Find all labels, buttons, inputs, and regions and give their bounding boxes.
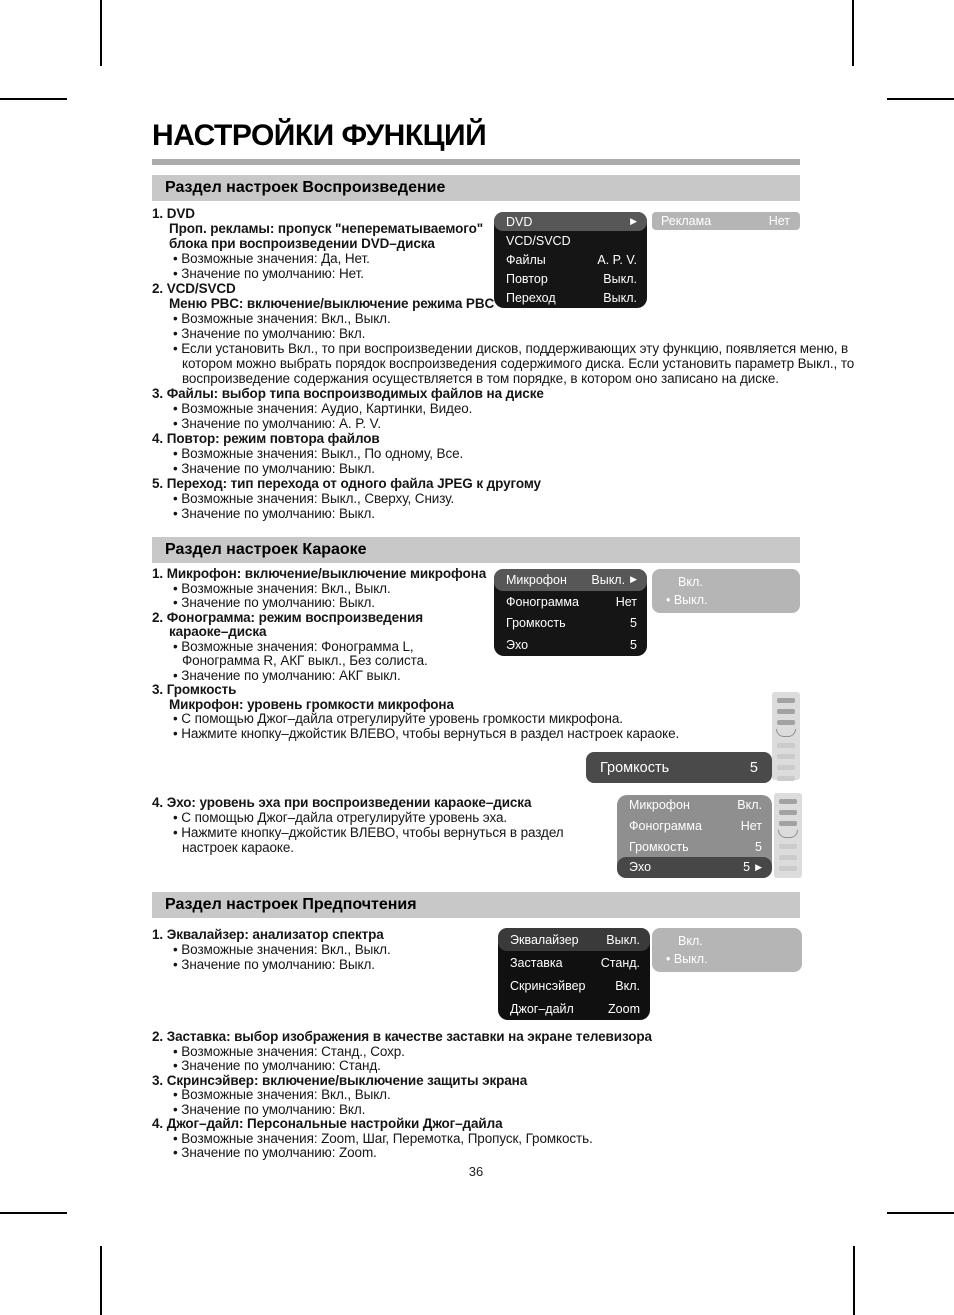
item-title: 3. Скринсэйвер: включение/выключение защиты экрана xyxy=(152,1072,528,1088)
item-bullet: • Нажмите кнопку–джойстик ВЛЕВО, чтобы вернуться в раздел настроек караоке. xyxy=(173,725,680,741)
menu-row-value: A. P. V. xyxy=(597,252,637,267)
menu-row-label: Фонограмма xyxy=(629,819,702,834)
menu-row-label: Микрофон xyxy=(506,572,567,587)
page-number: 36 xyxy=(468,1164,484,1179)
arrow-right-icon: ▶ xyxy=(630,216,637,226)
list-item xyxy=(152,476,864,521)
slider-thumb xyxy=(776,729,796,737)
option-item: Вкл. xyxy=(678,575,703,589)
menu-row xyxy=(494,250,647,269)
menu-row-selected xyxy=(498,928,650,951)
menu-row xyxy=(494,634,647,656)
item-title: 2. VCD/SVCD xyxy=(152,281,236,296)
option-item: • Выкл. xyxy=(666,593,708,607)
title-rule xyxy=(152,159,800,165)
menu-row-value: Нет xyxy=(615,594,637,609)
menu-row-selected xyxy=(494,212,647,231)
menu-row-value: Вкл. xyxy=(615,978,640,993)
dvd-setup-menu-screen xyxy=(494,212,647,308)
item-title: 3. Громкость xyxy=(152,682,237,697)
menu-row xyxy=(617,836,772,857)
menu-row-value: Zoom xyxy=(608,1001,640,1016)
item-bullet: • Значение по умолчанию: АКГ выкл. xyxy=(173,667,401,683)
item-bullet: • Возможные значения: Вкл., Выкл. xyxy=(173,942,391,957)
section-header-playback: Раздел настроек Воспроизведение xyxy=(152,175,800,201)
slider-thumb xyxy=(778,830,798,838)
menu-row-label: VCD/SVCD xyxy=(506,233,571,248)
item-bullet: • Значение по умолчанию: Выкл. xyxy=(173,461,375,476)
menu-row xyxy=(494,231,647,250)
item-bullet: • Значение по умолчанию: Выкл. xyxy=(173,957,375,972)
menu-row-value: Выкл. xyxy=(603,271,637,286)
item-bullet: • Нажмите кнопку–джойстик ВЛЕВО, чтобы вернуться в раздел настроек караоке. xyxy=(173,825,564,855)
list-item xyxy=(152,431,864,476)
menu-row-value: Станд. xyxy=(600,955,640,970)
item-bullet: • Возможные значения: Вкл., Выкл. xyxy=(173,580,391,596)
menu-row-value: Выкл. xyxy=(603,291,637,306)
section-header-karaoke: Раздел настроек Караоке xyxy=(152,537,800,563)
item-title: 2. Заставка: выбор изображения в качестве заставки на экране телевизора xyxy=(152,1029,652,1044)
menu-row xyxy=(494,289,647,308)
list-item xyxy=(152,1117,864,1161)
crop-mark xyxy=(887,98,954,100)
crop-mark xyxy=(853,1246,855,1315)
menu-row-label: Эквалайзер xyxy=(510,932,579,947)
slider-tick xyxy=(779,866,797,871)
item-title: 1. Микрофон: включение/выключение микрофона xyxy=(152,566,487,581)
menu-row-value: 5 xyxy=(630,637,637,652)
slider-tick xyxy=(779,855,797,860)
crop-mark xyxy=(0,98,67,100)
item-bullet: • Возможные значения: Вкл., Выкл. xyxy=(173,311,391,326)
osd-value: 5 xyxy=(749,759,758,776)
list-item xyxy=(152,683,864,741)
item-title: 4. Эхо: уровень эха при воспроизведении караоке–диска xyxy=(152,795,532,810)
menu-row-value: Нет xyxy=(740,819,762,834)
menu-row-value: Выкл. xyxy=(606,932,640,947)
menu-row xyxy=(498,997,650,1020)
menu-row xyxy=(494,612,647,634)
menu-row-value: 5 xyxy=(755,839,762,854)
item-bullet: • Возможные значения: Zoom, Шаг, Перемотка, Пропуск, Громкость. xyxy=(173,1130,593,1146)
arrow-right-icon: ▶ xyxy=(755,861,762,872)
menu-row-label: Скринсэйвер xyxy=(510,978,586,993)
menu-row-label: Громкость xyxy=(629,839,689,854)
item-bullet: • Возможные значения: Аудио, Картинки, Видео. xyxy=(173,401,473,416)
crop-mark xyxy=(887,1212,954,1214)
item-bullet: • Значение по умолчанию: Вкл. xyxy=(173,326,366,341)
item-bullet: • Значение по умолчанию: A. P. V. xyxy=(173,416,381,431)
item-bullet: • Значение по умолчанию: Zoom. xyxy=(173,1145,377,1160)
option-value: Нет xyxy=(768,214,790,228)
list-item xyxy=(152,386,864,431)
item-bullet: • С помощью Джог–дайла отрегулируйте уровень эха. xyxy=(173,810,507,825)
list-item xyxy=(152,1074,864,1118)
menu-row xyxy=(494,269,647,288)
ad-skip-option-bar xyxy=(652,212,800,230)
menu-row xyxy=(498,974,650,997)
menu-row-selected xyxy=(617,857,772,878)
onoff-options-popup xyxy=(652,569,800,613)
preferences-menu-screen xyxy=(498,928,650,1020)
item-subtitle: Меню PBC: включение/выключение режима PBC xyxy=(169,296,495,311)
item-bullet: • С помощью Джог–дайла отрегулируйте уровень громкости микрофона. xyxy=(173,711,623,726)
slider-tick xyxy=(777,709,795,714)
slider-tick xyxy=(777,720,795,725)
item-bullet: • Значение по умолчанию: Вкл. xyxy=(173,1101,366,1117)
item-bullet: • Значение по умолчанию: Станд. xyxy=(173,1058,381,1073)
slider-tick xyxy=(777,765,795,770)
menu-row xyxy=(494,591,647,613)
item-bullet: • Возможные значения: Станд., Сохр. xyxy=(173,1043,405,1059)
item-bullet: • Возможные значения: Фонограмма L, Фонограмма R, АКГ выкл., Без солиста. xyxy=(173,638,428,668)
menu-row xyxy=(498,951,650,974)
menu-row-label: Файлы xyxy=(506,252,546,267)
preferences-section-text xyxy=(152,1030,864,1161)
menu-row-label: Эхо xyxy=(506,637,529,652)
item-bullet: • Если установить Вкл., то при воспроизведении дисков, поддерживающих эту функцию, появляется меню, в котором можно выбрать порядок воспроизведения содержимого диска. Если установить параметр Выкл., то воспроизведение содержания осуществляется в том порядке, в котором оно записано на диске. xyxy=(173,341,855,386)
crop-mark xyxy=(100,0,102,66)
arrow-right-icon: ▶ xyxy=(630,574,637,585)
slider-tick xyxy=(779,810,797,815)
item-title: 5. Переход: тип перехода от одного файла JPEG к другому xyxy=(152,476,541,491)
option-item: • Выкл. xyxy=(666,952,708,966)
item-title: 4. Джог–дайл: Персональные настройки Джог–дайла xyxy=(152,1116,503,1131)
slider-tick xyxy=(777,698,795,703)
item-subtitle: Микрофон: уровень громкости микрофона xyxy=(169,696,454,712)
item-bullet: • Значение по умолчанию: Выкл. xyxy=(173,506,375,521)
item-bullet: • Значение по умолчанию: Нет. xyxy=(173,266,364,281)
slider-tick xyxy=(779,821,797,826)
option-item: Вкл. xyxy=(678,934,703,948)
section-header-preferences: Раздел настроек Предпочтения xyxy=(152,892,800,918)
menu-row-label: Повтор xyxy=(506,271,548,286)
menu-row-label: Заставка xyxy=(510,955,563,970)
menu-row-value: Выкл. xyxy=(591,572,626,587)
item-title: 1. Эквалайзер: анализатор спектра xyxy=(152,927,384,942)
echo-menu-screen xyxy=(617,795,772,878)
karaoke-menu-screen xyxy=(494,569,647,656)
menu-row xyxy=(617,816,772,837)
item-bullet: • Возможные значения: Выкл., По одному, Все. xyxy=(173,446,464,461)
menu-row-label: DVD xyxy=(506,214,533,229)
crop-mark xyxy=(0,1212,67,1214)
item-bullet: • Возможные значения: Вкл., Выкл. xyxy=(173,1087,391,1102)
item-subtitle: Проп. рекламы: пропуск "неперематываемого" блока при воспроизведении DVD–диска xyxy=(169,221,484,251)
slider-tick xyxy=(779,799,797,804)
menu-row-value: 5 xyxy=(630,616,637,631)
menu-row-label: Джог–дайл xyxy=(510,1001,574,1016)
option-label: Реклама xyxy=(661,214,712,228)
menu-row-label: Громкость xyxy=(506,616,566,631)
menu-row-value: Вкл. xyxy=(737,798,762,813)
menu-row-value: 5 xyxy=(743,860,751,875)
menu-row-label: Переход xyxy=(506,291,556,306)
echo-level-slider xyxy=(774,793,802,878)
menu-row xyxy=(617,795,772,816)
item-title: 4. Повтор: режим повтора файлов xyxy=(152,431,380,446)
menu-row-label: Микрофон xyxy=(629,798,690,813)
list-item xyxy=(152,1030,864,1074)
item-title: 2. Фонограмма: режим воспроизведения караоке–диска xyxy=(152,609,424,639)
onoff-options-popup xyxy=(652,928,802,972)
item-bullet: • Возможные значения: Выкл., Сверху, Снизу. xyxy=(173,491,455,506)
slider-tick xyxy=(777,776,795,781)
item-title: 3. Файлы: выбор типа воспроизводимых файлов на диске xyxy=(152,386,544,401)
osd-label: Громкость xyxy=(600,759,670,776)
menu-row-selected xyxy=(494,569,647,591)
crop-mark xyxy=(852,0,854,66)
crop-mark xyxy=(100,1246,102,1315)
page-title: НАСТРОЙКИ ФУНКЦИЙ xyxy=(152,119,487,152)
item-bullet: • Возможные значения: Да, Нет. xyxy=(173,251,370,266)
item-bullet: • Значение по умолчанию: Выкл. xyxy=(173,595,375,610)
menu-row-label: Фонограмма xyxy=(506,594,579,609)
slider-tick xyxy=(777,754,795,759)
volume-osd-bar xyxy=(586,752,772,783)
volume-level-slider xyxy=(772,692,800,780)
item-title: 1. DVD xyxy=(152,206,195,221)
menu-row-label: Эхо xyxy=(629,860,652,875)
slider-tick xyxy=(779,844,797,849)
slider-tick xyxy=(777,743,795,748)
